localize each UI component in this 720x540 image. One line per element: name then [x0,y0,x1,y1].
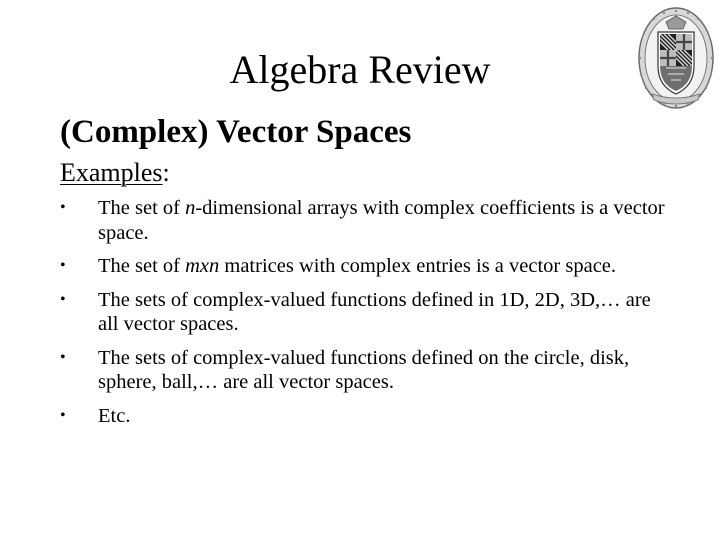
bullet-icon: • [60,406,66,424]
slide-title: Algebra Review [229,47,491,92]
list-item [60,288,670,337]
list-item [60,404,670,429]
examples-heading [60,157,170,189]
bullet-icon: • [60,348,66,366]
examples-list [60,196,670,437]
examples-colon: : [162,158,170,187]
bullet-icon: • [60,290,66,308]
list-item-text: The set of n-dimensional arrays with complex coefficients is a vector space. [98,197,665,244]
list-item [60,346,670,395]
examples-label: Examples [60,158,163,187]
bullet-icon: • [60,199,66,216]
list-item [60,254,670,279]
list-item-text: The set of mxn matrices with complex entries is a vector space. [98,255,617,277]
list-item-text: The sets of complex-valued functions defined in 1D, 2D, 3D,… are all vector spaces. [98,288,651,335]
list-item-text: The sets of complex-valued functions defined on the circle, disk, sphere, ball,… are all vector spaces. [98,346,630,393]
slide-subtitle: (Complex) Vector Spaces [60,114,412,150]
list-item-text: Etc. [98,404,131,427]
list-item [60,196,670,245]
bullet-icon: • [60,257,66,274]
